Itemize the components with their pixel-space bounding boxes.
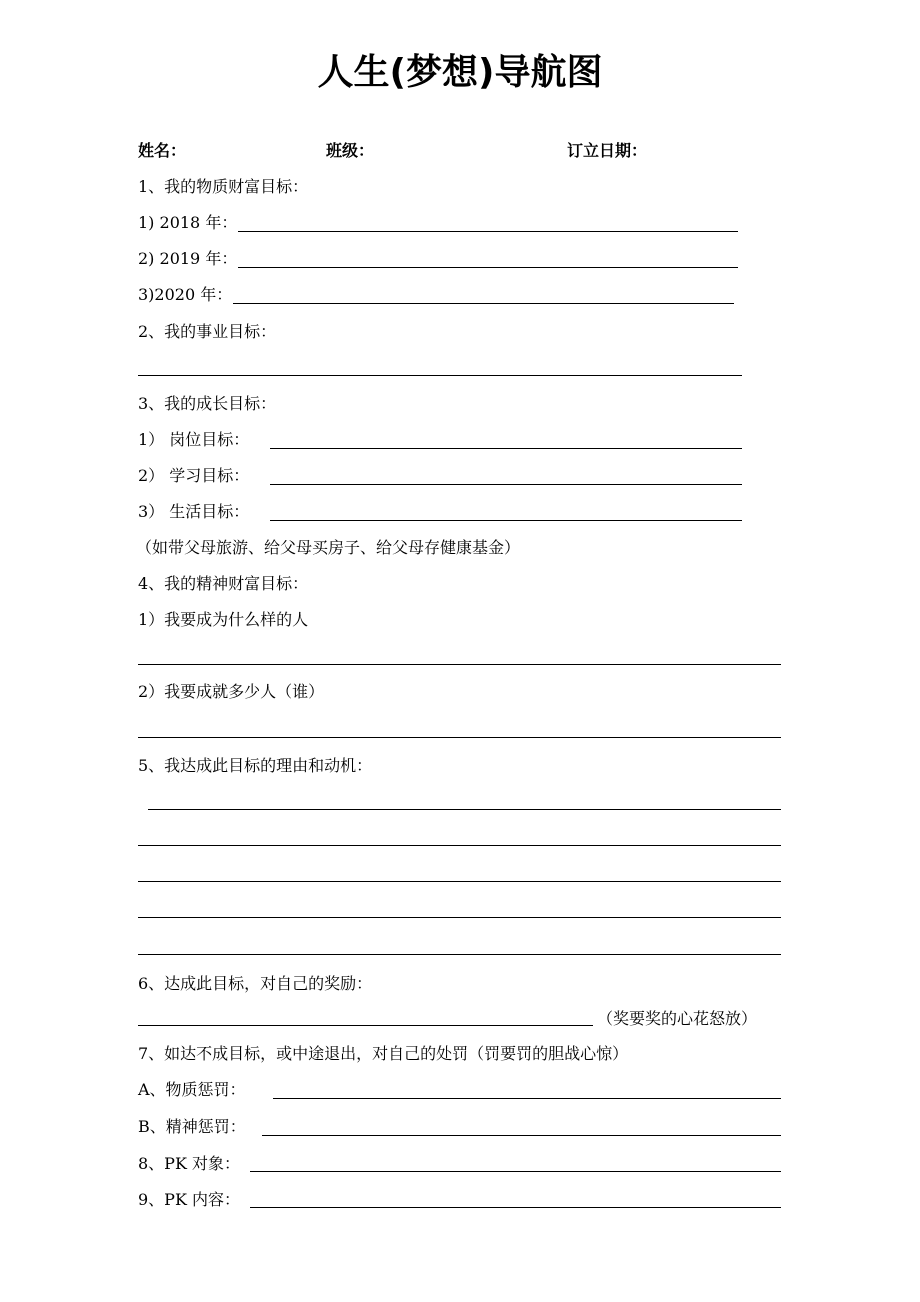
section-7-heading: 7、如达不成目标，或中途退出，对自己的处罚（罚要罚的胆战心惊）	[138, 1044, 629, 1063]
pk-target-field[interactable]	[250, 1171, 781, 1172]
year-2019-field[interactable]	[238, 267, 738, 268]
section-3-heading: 3、我的成长目标：	[138, 394, 277, 413]
page-title: 人生(梦想)导航图	[317, 52, 603, 93]
become-person-label: 1）我要成为什么样的人	[138, 610, 309, 629]
reward-note: （奖要奖的心花怒放）	[597, 1009, 758, 1028]
material-penalty-field[interactable]	[273, 1098, 781, 1099]
section-2-heading: 2、我的事业目标：	[138, 322, 277, 341]
motivation-line-3[interactable]	[138, 881, 781, 882]
material-penalty-label: A、物质惩罚：	[138, 1080, 246, 1099]
section-5-heading: 5、我达成此目标的理由和动机：	[138, 756, 373, 775]
pk-target-label: 8、PK 对象：	[138, 1154, 240, 1173]
reward-field[interactable]	[138, 1025, 593, 1026]
motivation-line-5[interactable]	[138, 954, 781, 955]
motivation-line-4[interactable]	[138, 917, 781, 918]
section-4-heading: 4、我的精神财富目标：	[138, 574, 309, 593]
life-goal-note: （如带父母旅游、给父母买房子、给父母存健康基金）	[136, 538, 521, 557]
career-goal-field[interactable]	[138, 375, 742, 376]
spiritual-penalty-field[interactable]	[262, 1135, 781, 1136]
become-person-field[interactable]	[138, 664, 781, 665]
year-2019-label: 2) 2019 年：	[138, 249, 238, 268]
motivation-line-1[interactable]	[148, 809, 781, 810]
section-6-heading: 6、达成此目标，对自己的奖励：	[138, 974, 373, 993]
motivation-line-2[interactable]	[138, 845, 781, 846]
pk-content-field[interactable]	[250, 1207, 781, 1208]
year-2020-label: 3)2020 年：	[138, 285, 233, 304]
help-people-label: 2）我要成就多少人（谁）	[138, 682, 325, 701]
year-2018-field[interactable]	[238, 231, 738, 232]
year-2020-field[interactable]	[233, 303, 734, 304]
life-goal-label: 3） 生活目标：	[138, 502, 250, 521]
study-goal-label: 2） 学习目标：	[138, 466, 250, 485]
study-goal-field[interactable]	[270, 484, 742, 485]
section-1-heading: 1、我的物质财富目标：	[138, 177, 309, 196]
job-goal-label: 1） 岗位目标：	[138, 430, 250, 449]
spiritual-penalty-label: B、精神惩罚：	[138, 1117, 246, 1136]
date-label: 订立日期：	[567, 141, 648, 160]
life-goal-field[interactable]	[270, 520, 742, 521]
name-label: 姓名：	[138, 141, 187, 160]
help-people-field[interactable]	[138, 737, 781, 738]
pk-content-label: 9、PK 内容：	[138, 1190, 240, 1209]
year-2018-label: 1) 2018 年：	[138, 213, 238, 232]
class-label: 班级：	[326, 141, 375, 160]
job-goal-field[interactable]	[270, 448, 742, 449]
